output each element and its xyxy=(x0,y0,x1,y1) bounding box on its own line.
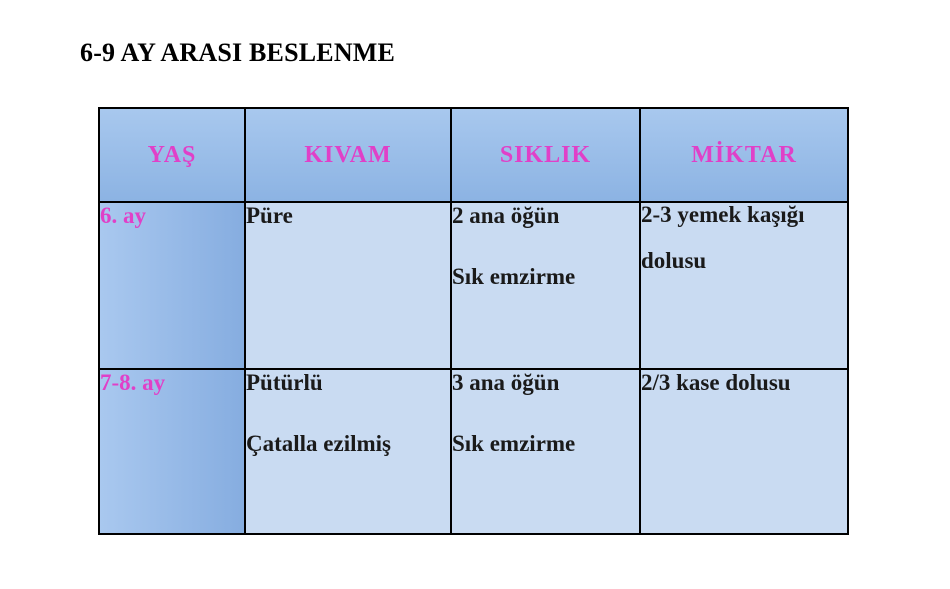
page-title: 6-9 AY ARASI BESLENME xyxy=(80,38,396,67)
frequency-text: 2 ana öğün xyxy=(452,203,560,228)
consistency-text: Püre xyxy=(246,203,293,228)
age-label: 7-8. ay xyxy=(100,370,166,395)
header-row xyxy=(99,108,848,202)
amount-cell xyxy=(640,369,848,534)
header-amount: MİKTAR xyxy=(640,108,848,202)
frequency-cell xyxy=(451,369,640,534)
header-frequency: SIKLIK xyxy=(451,108,640,202)
consistency-text: Çatalla ezilmiş xyxy=(246,431,391,456)
amount-text: 2/3 kase dolusu xyxy=(641,370,791,395)
age-label: 6. ay xyxy=(100,203,146,228)
frequency-cell xyxy=(451,202,640,369)
consistency-text: Pütürlü xyxy=(246,370,323,395)
table-row xyxy=(99,202,848,369)
consistency-cell xyxy=(245,202,451,369)
header-consistency: KIVAM xyxy=(245,108,451,202)
frequency-text: 3 ana öğün xyxy=(452,370,560,395)
age-cell xyxy=(99,202,245,369)
frequency-text: Sık emzirme xyxy=(452,431,576,456)
age-cell xyxy=(99,369,245,534)
consistency-cell xyxy=(245,369,451,534)
frequency-text: Sık emzirme xyxy=(452,264,576,289)
amount-cell xyxy=(640,202,848,369)
feeding-table xyxy=(98,107,849,535)
table-row xyxy=(99,369,848,534)
header-age: YAŞ xyxy=(99,108,245,202)
amount-text: 2-3 yemek kaşığı dolusu xyxy=(641,202,805,273)
